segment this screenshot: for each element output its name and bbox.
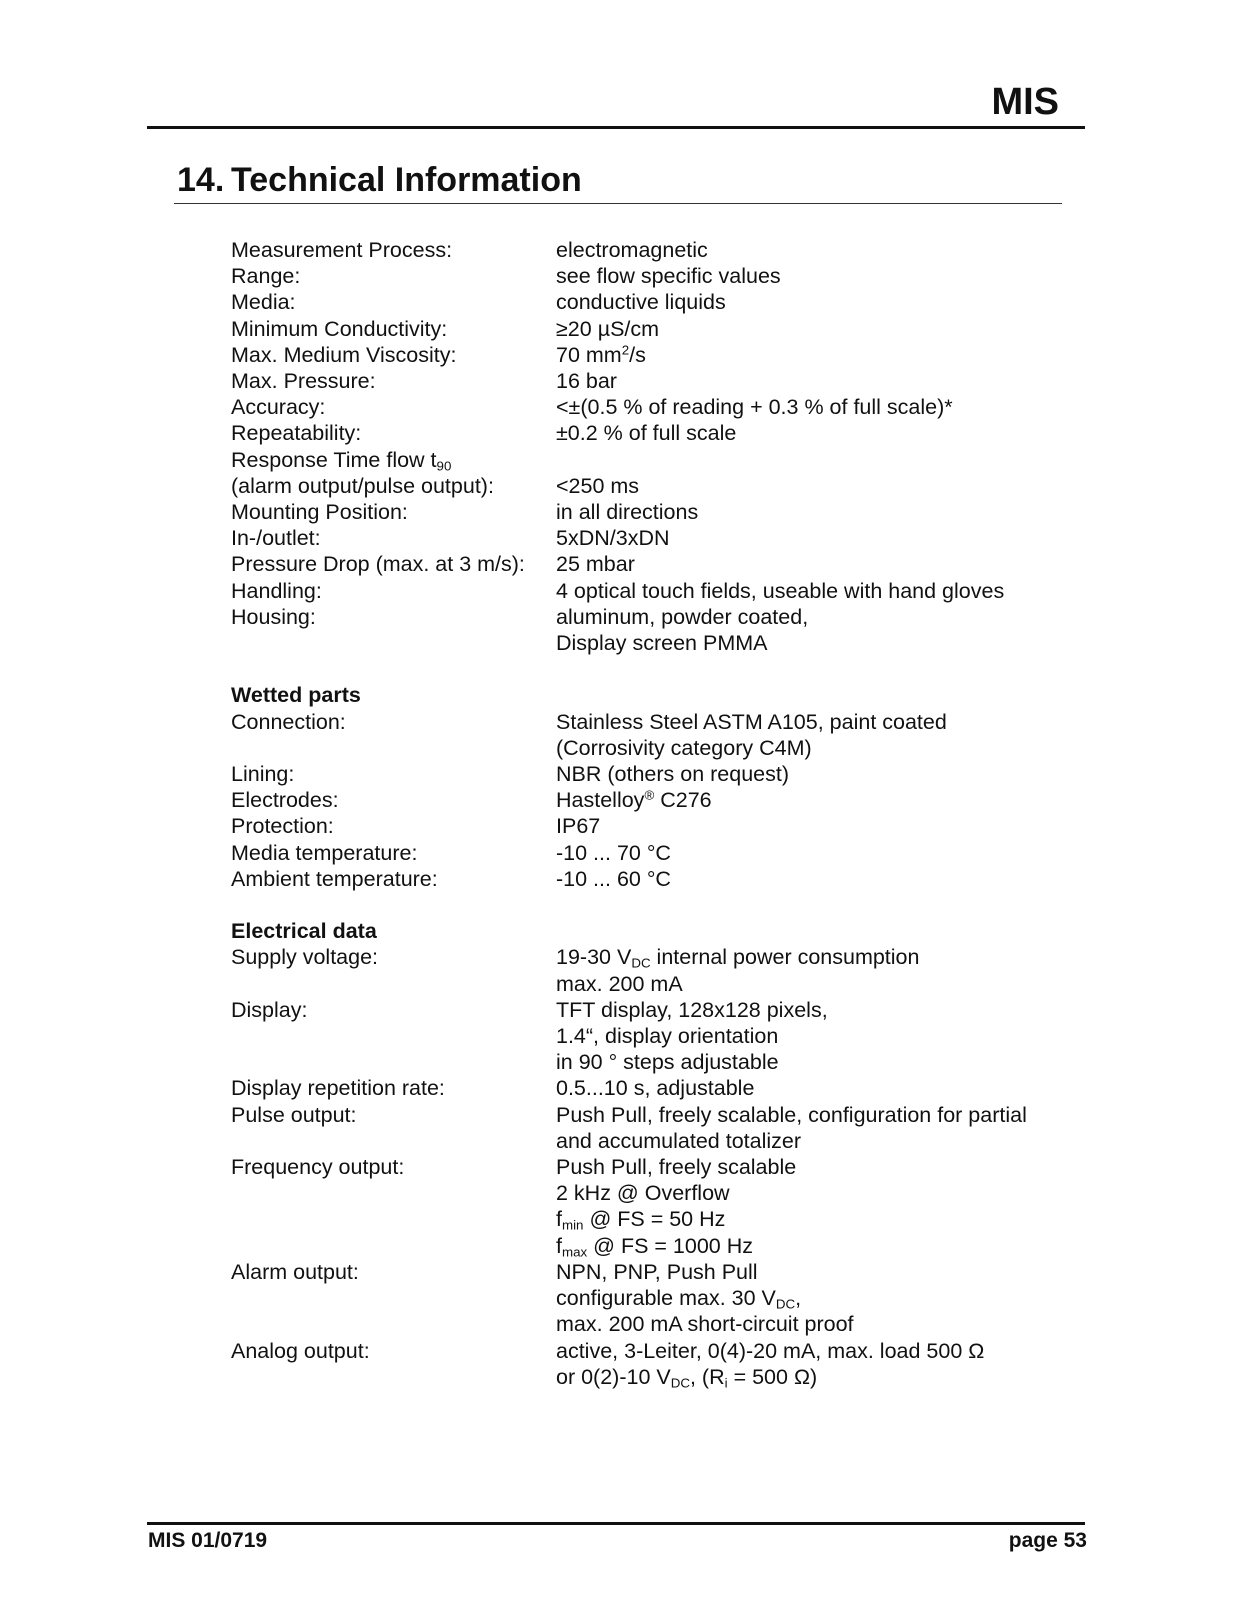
spec-value: -10 ... 60 °C: [556, 866, 671, 891]
wetted-parts-heading: Wetted parts: [231, 683, 361, 708]
spec-label: Pressure Drop (max. at 3 m/s):: [231, 552, 525, 577]
spec-value: ≥20 µS/cm: [556, 316, 660, 341]
spec-label: Housing:: [231, 604, 316, 629]
spec-row: [231, 944, 1027, 970]
section-title-text: Technical Information: [231, 161, 582, 199]
spec-value: see flow specific values: [556, 264, 781, 289]
spec-label: Analog output:: [231, 1338, 370, 1363]
spec-value: Stainless Steel ASTM A105, paint coated: [556, 709, 947, 734]
spec-label: Max. Medium Viscosity:: [231, 342, 457, 367]
spec-value: Push Pull, freely scalable, configuration for partial: [556, 1102, 1027, 1127]
spec-value: 70 $mm^2/s$: [556, 342, 646, 367]
spec-row: [231, 394, 1027, 420]
spec-row: [231, 316, 1027, 342]
spec-row: [231, 289, 1027, 315]
spec-row: [231, 1259, 1027, 1285]
section-number: 14.: [177, 161, 225, 199]
spec-row: [231, 761, 1027, 787]
spec-row: [231, 1338, 1027, 1364]
footer-doc-id: MIS 01/0719: [148, 1529, 268, 1552]
spec-continuation: $f_{min}$ @ FS = 50 Hz: [556, 1207, 726, 1233]
spec-continuation: 2 kHz @ Overflow: [556, 1181, 730, 1206]
spec-row: [231, 604, 1027, 630]
spec-row: [231, 499, 1027, 525]
spec-row: [231, 473, 1027, 499]
spec-value: 16 bar: [556, 369, 617, 394]
spec-label: Handling:: [231, 578, 322, 603]
spec-row: [231, 551, 1027, 577]
spec-label: Mounting Position:: [231, 500, 408, 525]
spec-label: Lining:: [231, 762, 295, 787]
spacer: [231, 656, 1027, 682]
spec-label: Electrodes:: [231, 788, 339, 813]
brand-header: MIS: [991, 81, 1059, 123]
spec-value: Push Pull, freely scalable: [556, 1155, 797, 1180]
spec-row: [231, 420, 1027, 446]
spec-continuation: configurable max. 30 $V_{DC}$,: [556, 1286, 802, 1312]
spec-row: [231, 447, 1027, 473]
spec-label: Supply voltage:: [231, 945, 379, 970]
spec-row: [231, 368, 1027, 394]
spec-row: [231, 997, 1027, 1023]
spec-continuation: and accumulated totalizer: [556, 1128, 802, 1153]
spec-row: [231, 1075, 1027, 1101]
spec-value: 0.5...10 s, adjustable: [556, 1076, 755, 1101]
spec-row: [231, 525, 1027, 551]
spec-value: <250 ms: [556, 473, 640, 498]
spec-label: Response Time flow $t_{90}$: [231, 447, 452, 473]
spec-continuation: in 90 ° steps adjustable: [556, 1050, 779, 1075]
spec-continuation: max. 200 mA short-circuit proof: [556, 1312, 854, 1337]
spec-label: Alarm output:: [231, 1259, 359, 1284]
spec-value: TFT display, 128x128 pixels,: [556, 997, 828, 1022]
spec-value: ±0.2 % of full scale: [556, 421, 737, 446]
spec-row: [231, 1102, 1027, 1128]
spec-value: 19-30 $V_{DC}$ internal power consumption: [556, 945, 920, 971]
spec-row: [231, 1154, 1027, 1180]
spec-row: [231, 787, 1027, 813]
spec-value: <±(0.5 % of reading + 0.3 % of full scale)*: [556, 395, 953, 420]
title-rule: [174, 203, 1062, 204]
spec-value: aluminum, powder coated,: [556, 604, 809, 629]
spacer: [231, 892, 1027, 918]
spec-continuation: Display screen PMMA: [556, 631, 768, 656]
spec-row: [231, 866, 1027, 892]
spec-value: IP67: [556, 814, 601, 839]
spec-continuation: or 0(2)-10 $V_{DC}$, ($R_i = 500$ Ω): [556, 1364, 818, 1391]
spec-continuation: 1.4“, display orientation: [556, 1024, 779, 1049]
spec-value: 4 optical touch fields, useable with hand gloves: [556, 578, 1005, 603]
spec-label: Connection:: [231, 709, 346, 734]
spec-label: Range:: [231, 264, 301, 289]
spec-row: [231, 578, 1027, 604]
spec-continuation: (Corrosivity category C4M): [556, 735, 812, 760]
spec-label: (alarm output/pulse output):: [231, 473, 494, 498]
spec-row: [231, 813, 1027, 839]
spec-value: Hastelloy® C276: [556, 787, 712, 813]
spec-label: Pulse output:: [231, 1102, 357, 1127]
spec-label: Max. Pressure:: [231, 369, 376, 394]
spec-value: in all directions: [556, 500, 699, 525]
spec-label: Display:: [231, 997, 308, 1022]
spec-row: [231, 263, 1027, 289]
spec-label: Repeatability:: [231, 421, 362, 446]
spec-value: electromagnetic: [556, 238, 708, 262]
spec-value: NBR (others on request): [556, 762, 790, 787]
spec-label: Minimum Conductivity:: [231, 316, 448, 341]
spec-value: 5xDN/3xDN: [556, 526, 670, 551]
electrical-data-heading: Electrical data: [231, 919, 377, 944]
spec-label: Media:: [231, 290, 296, 315]
header-rule: [147, 126, 1085, 129]
spec-list: [231, 237, 1027, 1390]
spec-value: conductive liquids: [556, 290, 726, 315]
section-title: [177, 160, 582, 200]
spec-continuation: max. 200 mA: [556, 971, 683, 996]
spec-row: [231, 709, 1027, 735]
footer-rule: [147, 1522, 1085, 1525]
spec-label: Accuracy:: [231, 395, 326, 420]
spec-label: Frequency output:: [231, 1155, 405, 1180]
spec-value: 25 mbar: [556, 552, 635, 577]
spec-value: active, 3-Leiter, 0(4)-20 mA, max. load 500 Ω: [556, 1338, 985, 1363]
spec-row: [231, 342, 1027, 368]
spec-label: Measurement Process:: [231, 238, 453, 262]
spec-label: Media temperature:: [231, 840, 418, 865]
spec-continuation: $f_{max}$ @ FS = 1000 Hz: [556, 1233, 753, 1260]
footer-page-number: page 53: [1008, 1529, 1087, 1552]
spec-row: [231, 237, 1027, 263]
spec-label: Protection:: [231, 814, 334, 839]
spec-label: In-/outlet:: [231, 526, 321, 551]
spec-label: Ambient temperature:: [231, 866, 438, 891]
spec-row: [231, 840, 1027, 866]
spec-value: -10 ... 70 °C: [556, 840, 671, 865]
spec-value: NPN, PNP, Push Pull: [556, 1259, 758, 1284]
spec-label: Display repetition rate:: [231, 1076, 445, 1101]
